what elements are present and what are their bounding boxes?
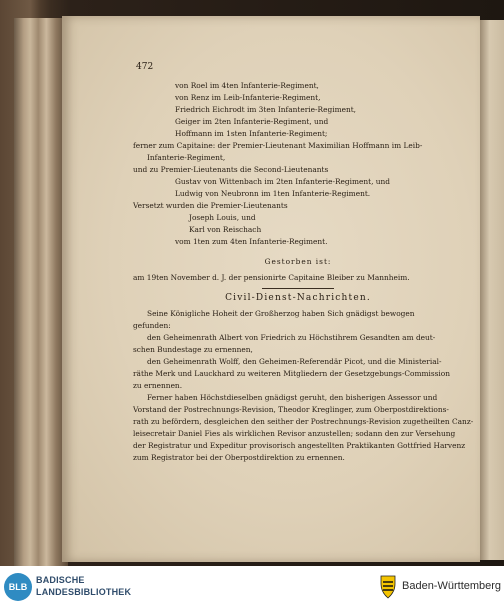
text-line: rath zu befördern, desgleichen den seither der Postrechnungs-Revision zugetheilten Canz- <box>133 417 474 426</box>
state-emblem-icon <box>380 574 396 600</box>
footer-bar <box>0 566 504 610</box>
text-line: Hoffmann im 1sten Infanterie-Regiment; <box>175 129 328 138</box>
text-line: Ludwig von Neubronn im 1ten Infanterie-Regiment. <box>175 189 371 198</box>
page-text <box>133 80 474 464</box>
section-divider <box>262 288 334 289</box>
text-line: zum Registrator bei der Oberpostdirektion zu ernennen. <box>133 453 345 462</box>
text-line: den Geheimenrath Wolff, den Geheimen-Referendär Picot, und die Ministerial- <box>147 357 442 366</box>
deceased-line: am 19ten November d. J. der pensionirte Capitaine Bleiber zu Mannheim. <box>133 273 410 282</box>
text-line: Vorstand der Postrechnungs-Revision, Theodor Kreglinger, zum Oberpostdirektions- <box>133 405 449 414</box>
text-line: leisecretair Daniel Fies als wirklichen Revisor anzustellen; sodann den zur Versehung <box>133 429 456 438</box>
book-spine <box>14 18 68 566</box>
text-line: zu ernennen. <box>133 381 183 390</box>
library-name-line2: LANDESBIBLIOTHEK <box>36 587 132 597</box>
text-line: Friedrich Eichrodt im 3ten Infanterie-Regiment, <box>175 105 357 114</box>
promotion-lines <box>133 80 463 248</box>
text-line: gefunden: <box>133 321 171 330</box>
state-name: Baden-Württemberg <box>402 580 502 592</box>
text-line: Seine Königliche Hoheit der Großherzog haben Sich gnädigst bewogen <box>147 309 415 318</box>
text-line: ferner zum Capitaine: der Premier-Lieutenant Maximilian Hoffmann im Leib- <box>133 141 423 150</box>
deceased-heading: Gestorben ist: <box>264 257 332 266</box>
text-line: schen Bundestage zu ernennen, <box>133 345 253 354</box>
page-number: 472 <box>136 62 154 72</box>
text-line: räthe Merk und Lauckhard zu weiteren Mitgliedern der Gesetzgebungs-Commission <box>133 369 450 378</box>
text-line: Infanterie-Regiment, <box>147 153 226 162</box>
text-line: Joseph Louis, und <box>189 213 256 222</box>
next-page-edge <box>480 20 504 560</box>
text-line: Versetzt wurden die Premier-Lieutenants <box>133 201 288 210</box>
text-line: vom 1ten zum 4ten Infanterie-Regiment. <box>175 237 328 246</box>
text-line: der Registratur und Expeditur provisorisch angestellten Praktikanten Gottfried Harvenz <box>133 441 466 450</box>
text-line: Geiger im 2ten Infanterie-Regiment, und <box>175 117 329 126</box>
text-line: Karl von Reischach <box>189 225 262 234</box>
text-line: Gustav von Wittenbach im 2ten Infanterie-Regiment, und <box>175 177 391 186</box>
text-line: den Geheimenrath Albert von Friedrich zu Höchstihrem Gesandten am deut- <box>147 333 436 342</box>
text-line: Ferner haben Höchstdieselben gnädigst geruht, den bisherigen Assessor und <box>147 393 438 402</box>
text-line: von Renz im Leib-Infanterie-Regiment, <box>175 93 321 102</box>
blb-logo: BLB <box>4 573 32 601</box>
section-heading: Civil-Dienst-Nachrichten. <box>225 293 371 303</box>
civil-service-news <box>133 308 474 464</box>
text-line: von Roel im 4ten Infanterie-Regiment, <box>175 81 319 90</box>
library-name-line1: BADISCHE <box>36 575 85 585</box>
text-line: und zu Premier-Lieutenants die Second-Lieutenants <box>133 165 329 174</box>
